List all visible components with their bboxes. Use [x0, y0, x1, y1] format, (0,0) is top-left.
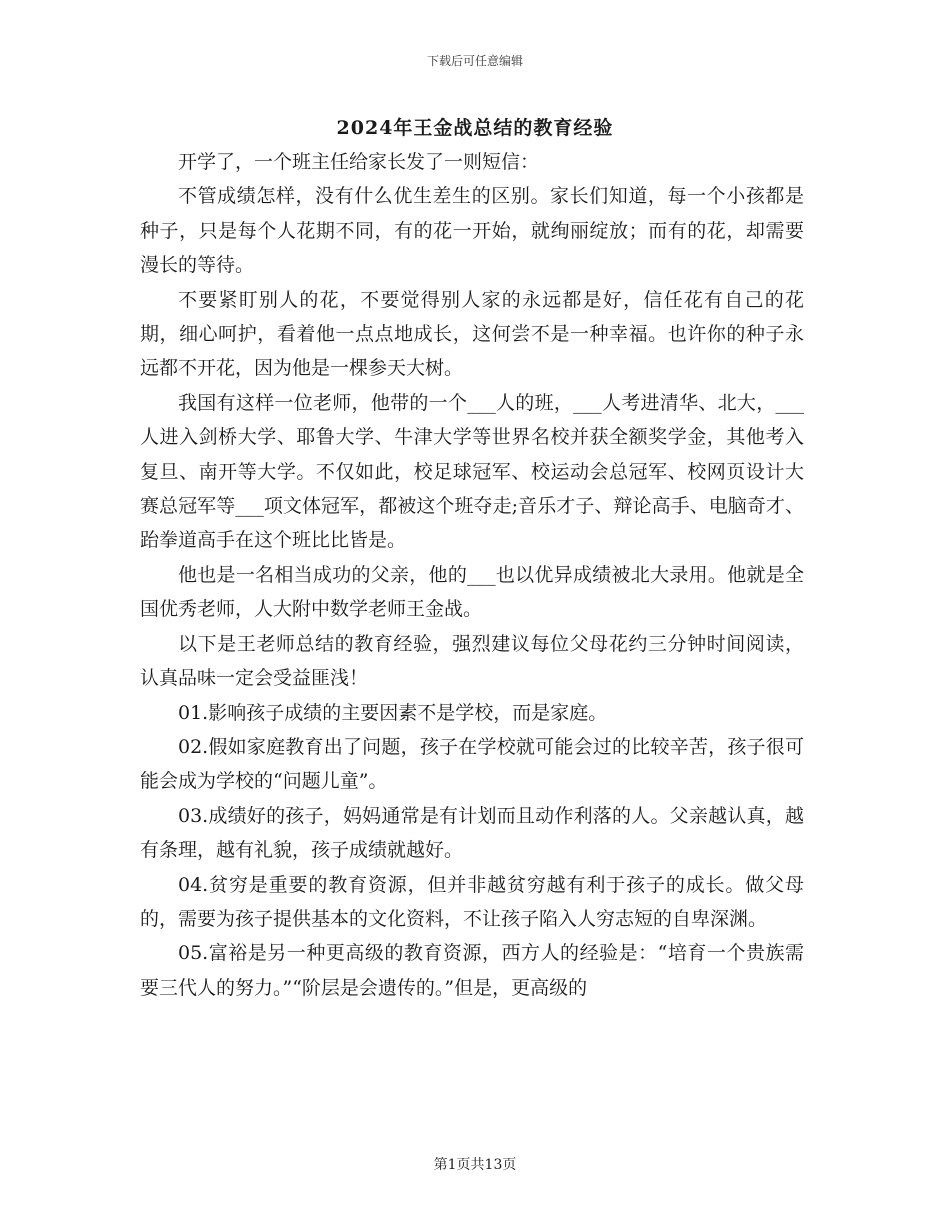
document-title: 2024年王金战总结的教育经验	[336, 117, 614, 139]
paragraph: 不要紧盯别人的花，不要觉得别人家的永远都是好，信任花有自己的花期，细心呵护，看着他一点点地成长，这何尝不是一种幸福。也许你的种子永远都不开花，因为他是一棵参天大树。	[140, 288, 804, 380]
list-item: 02.假如家庭教育出了问题，孩子在学校就可能会过的比较辛苦，孩子很可能会成为学校的“问题儿童”。	[140, 735, 804, 793]
paragraph: 以下是王老师总结的教育经验，强烈建议每位父母花约三分钟时间阅读，认真品味一定会受益匪浅！	[140, 632, 804, 690]
page-number: 第1页共13页	[433, 1157, 517, 1173]
paragraph: 开学了，一个班主任给家长发了一则短信：	[178, 151, 540, 173]
paragraph: 我国有这样一位老师，他带的一个___人的班，___人考进清华、北大，___人进入剑桥大学、耶鲁大学、牛津大学等世界名校并获全额奖学金，其他考入复旦、南开等大学。不仅如此，校足球冠军、校运动会总冠军、校网页设计大赛总冠军等___项文体冠军，都被这个班夺走;音乐才子、辩论高手、电脑奇才、跆拳道高手在这个班比比皆是。	[140, 391, 804, 552]
document-body	[140, 145, 804, 1005]
list-item: 03.成绩好的孩子，妈妈通常是有计划而且动作利落的人。父亲越认真，越有条理，越有礼貌，孩子成绩就越好。	[140, 804, 804, 862]
list-item: 01.影响孩子成绩的主要因素不是学校，而是家庭。	[178, 701, 608, 724]
paragraph: 他也是一名相当成功的父亲，他的___也以优异成绩被北大录用。他就是全国优秀老师，人大附中数学老师王金战。	[140, 563, 804, 621]
header-note: 下载后可任意编辑	[426, 54, 523, 68]
list-item: 04.贫穷是重要的教育资源，但并非越贫穷越有利于孩子的成长。做父母的，需要为孩子提供基本的文化资料，不让孩子陷入人穷志短的自卑深渊。	[140, 873, 804, 930]
list-item: 05.富裕是另一种更高级的教育资源，西方人的经验是：“培育一个贵族需要三代人的努力。”“阶层是会遗传的。”但是，更高级的	[140, 942, 804, 999]
paragraph: 不管成绩怎样，没有什么优生差生的区别。家长们知道，每一个小孩都是种子，只是每个人花期不同，有的花一开始，就绚丽绽放；而有的花，却需要漫长的等待。	[140, 185, 804, 277]
